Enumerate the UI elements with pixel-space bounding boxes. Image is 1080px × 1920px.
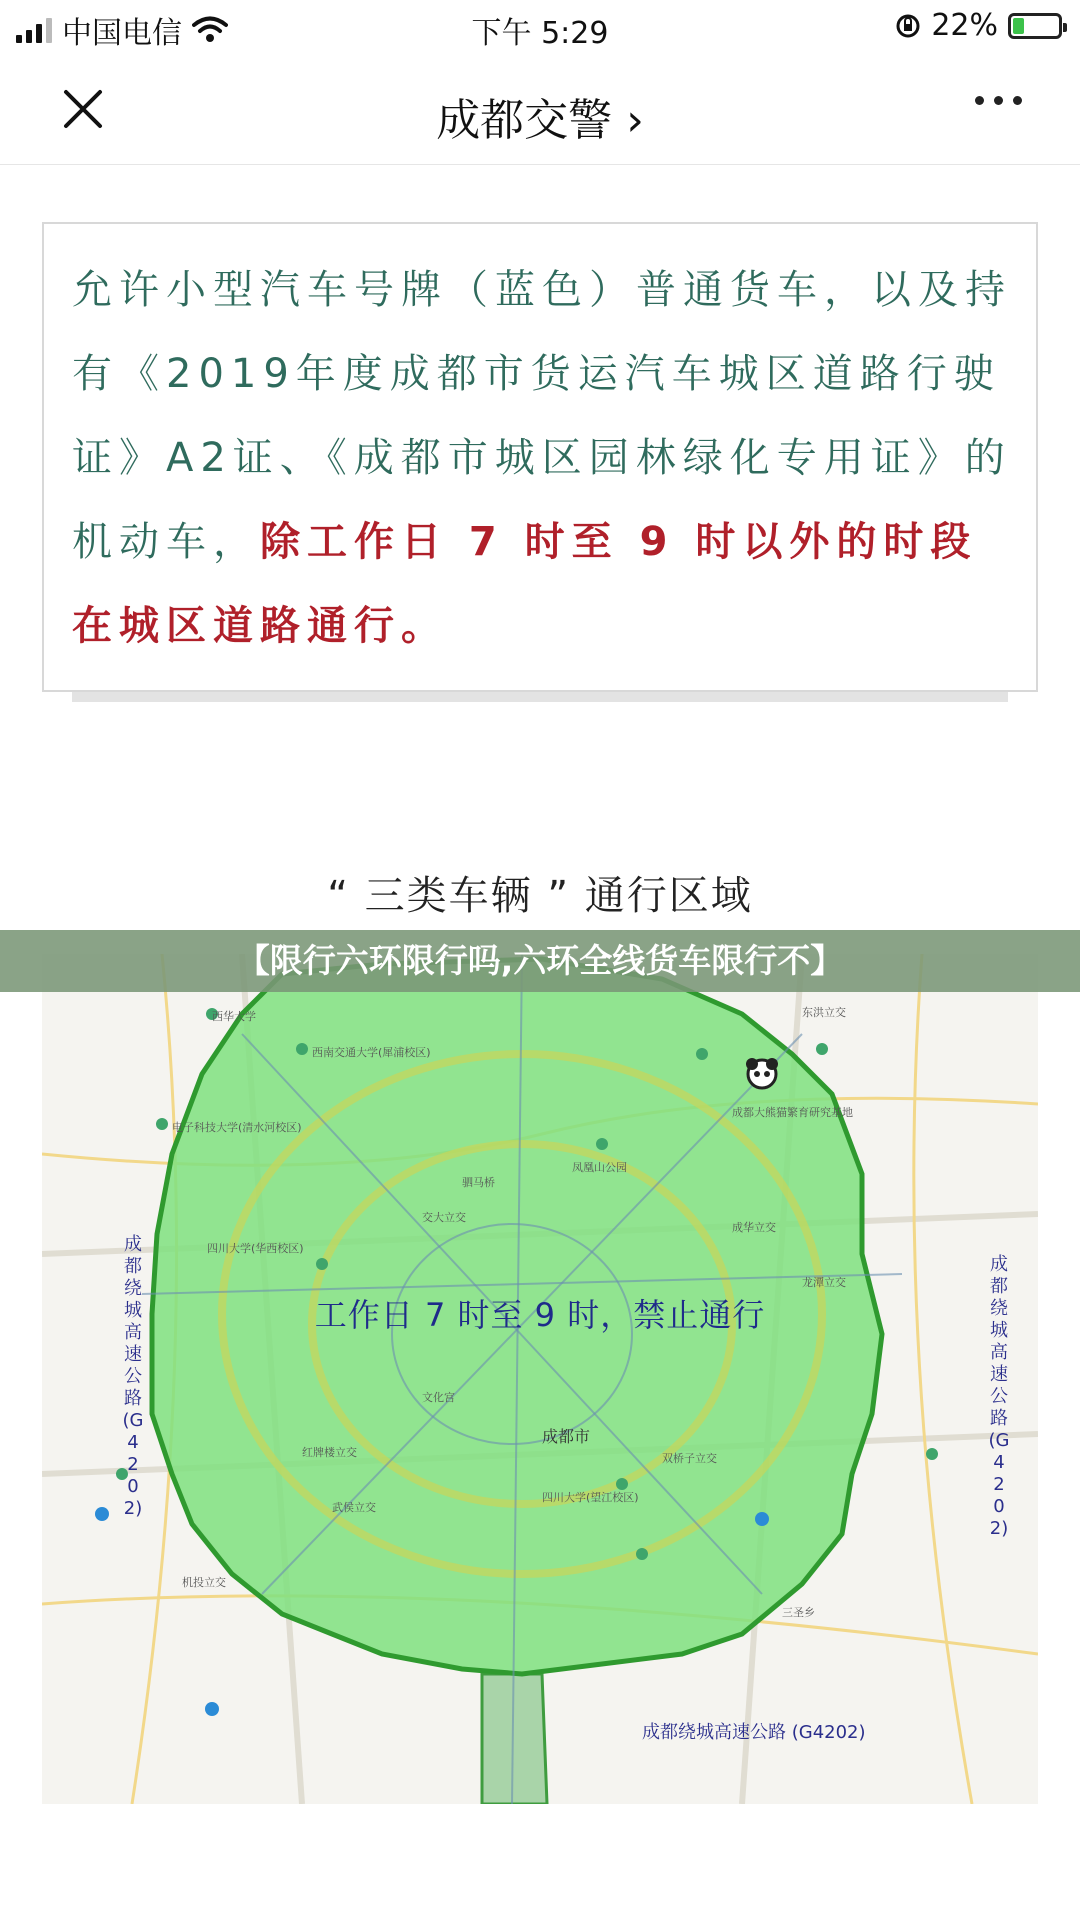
carrier-label: 中国电信 (62, 16, 182, 51)
restriction-label: 工作日 7 时至 9 时，禁止通行 (314, 1296, 766, 1334)
nav-bar (0, 52, 1080, 165)
map-label: 文化宫 (422, 1391, 455, 1404)
more-icon[interactable] (975, 96, 1022, 105)
city-label: 成都市 (542, 1427, 591, 1446)
notice-text-highlight: 除工作日 7 时至 9 时以外的时段在城区道路通行。 (72, 519, 978, 649)
nav-title-text: 成都交警 (436, 95, 613, 146)
status-time: 下午 5:29 (471, 16, 609, 51)
restriction-map[interactable] (42, 954, 1038, 1804)
map-label: 电子科技大学(清水河校区) (172, 1121, 302, 1134)
map-label: 东洪立交 (802, 1006, 846, 1019)
map-label: 西南交通大学(犀浦校区) (312, 1046, 431, 1059)
map-label: 机投立交 (182, 1576, 226, 1589)
map-label: 四川大学(华西校区) (207, 1242, 304, 1255)
left-road-label: 成都绕城高速公路(G4202) (122, 1234, 144, 1519)
notice-box (42, 222, 1038, 692)
map-label: 武侯立交 (332, 1501, 376, 1514)
map-label: 双桥子立交 (662, 1452, 717, 1465)
map-label: 西华大学 (212, 1010, 256, 1023)
map-label: 成华立交 (732, 1221, 776, 1234)
orientation-lock-icon (895, 13, 921, 39)
nav-title[interactable] (0, 84, 1080, 148)
battery-icon (1008, 13, 1062, 39)
map-label: 驷马桥 (462, 1176, 495, 1189)
notice-text-normal: 允许小型汽车号牌（蓝色）普通货车，以及持有《2019年度成都市货运汽车城区道路行驶证》A2证、《成都市城区园林绿化专用证》的机动车， (72, 267, 1012, 565)
map-label: 红牌楼立交 (302, 1446, 357, 1459)
map-label: 四川大学(望江校区) (542, 1491, 639, 1504)
map-label: 交大立交 (422, 1211, 466, 1224)
status-right (895, 8, 1062, 43)
map-label: 龙潭立交 (802, 1276, 846, 1289)
map-label: 成都大熊猫繁育研究基地 (732, 1106, 853, 1119)
notice-text (72, 248, 1012, 668)
status-bar (0, 0, 1080, 52)
chevron-right-icon: › (626, 95, 644, 146)
notice-shadow (72, 692, 1008, 702)
zone-extension (482, 1674, 547, 1804)
battery-percent: 22% (931, 8, 998, 43)
map-title: “ 三类车辆 ” 通行区域 (327, 873, 753, 919)
title-banner: 【限行六环限行吗,六环全线货车限行不】 (0, 930, 1080, 992)
bottom-road-label: 成都绕城高速公路 (G4202) (642, 1722, 866, 1743)
map-label: 三圣乡 (782, 1606, 815, 1619)
map-label: 凤凰山公园 (572, 1161, 627, 1174)
right-road-label: 成都绕城高速公路(G4202) (988, 1254, 1010, 1539)
panda-icon (746, 1058, 778, 1088)
map-graphic (42, 954, 1038, 1804)
